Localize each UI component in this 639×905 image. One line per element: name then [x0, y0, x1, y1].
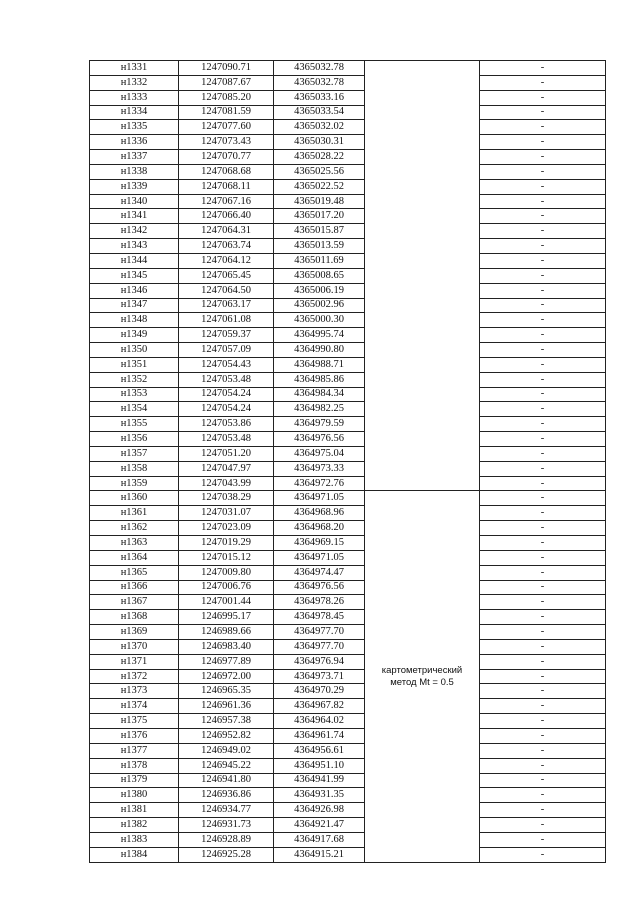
table-row: [90, 803, 606, 818]
table-row: [90, 402, 606, 417]
table-row: [90, 521, 606, 536]
y-coordinate-cell: 4364917.68: [274, 832, 365, 847]
table-row: [90, 699, 606, 714]
table-row: [90, 313, 606, 328]
accuracy-cell: -: [480, 120, 606, 135]
point-id-cell: н1365: [90, 565, 179, 580]
accuracy-cell: -: [480, 818, 606, 833]
method-label-line2: метод Mt = 0.5: [390, 676, 454, 688]
point-id-cell: н1332: [90, 75, 179, 90]
x-coordinate-cell: 1247031.07: [179, 506, 274, 521]
point-id-cell: н1368: [90, 610, 179, 625]
accuracy-cell: -: [480, 832, 606, 847]
coordinates-table-body: [90, 61, 606, 863]
point-id-cell: н1374: [90, 699, 179, 714]
point-id-cell: н1384: [90, 847, 179, 862]
point-id-cell: н1356: [90, 432, 179, 447]
x-coordinate-cell: 1247063.17: [179, 298, 274, 313]
y-coordinate-cell: 4364921.47: [274, 818, 365, 833]
accuracy-cell: -: [480, 699, 606, 714]
y-coordinate-cell: 4365002.96: [274, 298, 365, 313]
table-row: [90, 239, 606, 254]
table-row: [90, 75, 606, 90]
y-coordinate-cell: 4364961.74: [274, 728, 365, 743]
x-coordinate-cell: 1247085.20: [179, 90, 274, 105]
x-coordinate-cell: 1247064.50: [179, 283, 274, 298]
y-coordinate-cell: 4364926.98: [274, 803, 365, 818]
accuracy-cell: -: [480, 90, 606, 105]
method-cell-upper: [365, 61, 480, 491]
point-id-cell: н1342: [90, 224, 179, 239]
table-row: [90, 357, 606, 372]
table-row: [90, 491, 606, 506]
table-row: [90, 788, 606, 803]
table-row: [90, 224, 606, 239]
accuracy-cell: -: [480, 61, 606, 76]
accuracy-cell: -: [480, 268, 606, 283]
x-coordinate-cell: 1246931.73: [179, 818, 274, 833]
x-coordinate-cell: 1246995.17: [179, 610, 274, 625]
accuracy-cell: -: [480, 75, 606, 90]
table-row: [90, 565, 606, 580]
x-coordinate-cell: 1247006.76: [179, 580, 274, 595]
y-coordinate-cell: 4364969.15: [274, 536, 365, 551]
point-id-cell: н1349: [90, 328, 179, 343]
x-coordinate-cell: 1247066.40: [179, 209, 274, 224]
point-id-cell: н1355: [90, 417, 179, 432]
accuracy-cell: -: [480, 847, 606, 862]
x-coordinate-cell: 1246928.89: [179, 832, 274, 847]
accuracy-cell: -: [480, 417, 606, 432]
x-coordinate-cell: 1246934.77: [179, 803, 274, 818]
x-coordinate-cell: 1246952.82: [179, 728, 274, 743]
point-id-cell: н1366: [90, 580, 179, 595]
accuracy-cell: -: [480, 491, 606, 506]
table-row: [90, 743, 606, 758]
point-id-cell: н1378: [90, 758, 179, 773]
y-coordinate-cell: 4365032.78: [274, 61, 365, 76]
y-coordinate-cell: 4364990.80: [274, 343, 365, 358]
table-row: [90, 328, 606, 343]
table-row: [90, 120, 606, 135]
table-row: [90, 446, 606, 461]
point-id-cell: н1380: [90, 788, 179, 803]
table-row: [90, 832, 606, 847]
table-row: [90, 728, 606, 743]
point-id-cell: н1362: [90, 521, 179, 536]
table-row: [90, 268, 606, 283]
point-id-cell: н1337: [90, 150, 179, 165]
point-id-cell: н1370: [90, 639, 179, 654]
x-coordinate-cell: 1247065.45: [179, 268, 274, 283]
x-coordinate-cell: 1247081.59: [179, 105, 274, 120]
x-coordinate-cell: 1247047.97: [179, 461, 274, 476]
y-coordinate-cell: 4364978.26: [274, 595, 365, 610]
point-id-cell: н1364: [90, 550, 179, 565]
accuracy-cell: -: [480, 536, 606, 551]
point-id-cell: н1375: [90, 714, 179, 729]
point-id-cell: н1383: [90, 832, 179, 847]
y-coordinate-cell: 4364973.33: [274, 461, 365, 476]
coordinates-table: [89, 60, 606, 863]
y-coordinate-cell: 4365028.22: [274, 150, 365, 165]
accuracy-cell: -: [480, 150, 606, 165]
point-id-cell: н1348: [90, 313, 179, 328]
x-coordinate-cell: 1247059.37: [179, 328, 274, 343]
accuracy-cell: -: [480, 610, 606, 625]
point-id-cell: н1352: [90, 372, 179, 387]
accuracy-cell: -: [480, 506, 606, 521]
point-id-cell: н1345: [90, 268, 179, 283]
x-coordinate-cell: 1247053.86: [179, 417, 274, 432]
y-coordinate-cell: 4365006.19: [274, 283, 365, 298]
x-coordinate-cell: 1246977.89: [179, 654, 274, 669]
accuracy-cell: -: [480, 283, 606, 298]
x-coordinate-cell: 1247061.08: [179, 313, 274, 328]
x-coordinate-cell: 1246965.35: [179, 684, 274, 699]
y-coordinate-cell: 4364976.56: [274, 580, 365, 595]
x-coordinate-cell: 1247054.43: [179, 357, 274, 372]
x-coordinate-cell: 1246936.86: [179, 788, 274, 803]
x-coordinate-cell: 1247038.29: [179, 491, 274, 506]
point-id-cell: н1344: [90, 253, 179, 268]
y-coordinate-cell: 4365030.31: [274, 135, 365, 150]
x-coordinate-cell: 1247068.11: [179, 179, 274, 194]
table-row: [90, 536, 606, 551]
table-row: [90, 461, 606, 476]
y-coordinate-cell: 4364978.45: [274, 610, 365, 625]
point-id-cell: н1351: [90, 357, 179, 372]
table-row: [90, 150, 606, 165]
accuracy-cell: -: [480, 313, 606, 328]
point-id-cell: н1336: [90, 135, 179, 150]
x-coordinate-cell: 1247051.20: [179, 446, 274, 461]
point-id-cell: н1354: [90, 402, 179, 417]
x-coordinate-cell: 1247057.09: [179, 343, 274, 358]
accuracy-cell: -: [480, 328, 606, 343]
y-coordinate-cell: 4364985.86: [274, 372, 365, 387]
accuracy-cell: -: [480, 372, 606, 387]
table-row: [90, 506, 606, 521]
y-coordinate-cell: 4364976.56: [274, 432, 365, 447]
table-row: [90, 847, 606, 862]
accuracy-cell: -: [480, 625, 606, 640]
x-coordinate-cell: 1247090.71: [179, 61, 274, 76]
accuracy-cell: -: [480, 253, 606, 268]
x-coordinate-cell: 1247054.24: [179, 387, 274, 402]
accuracy-cell: -: [480, 669, 606, 684]
x-coordinate-cell: 1247068.68: [179, 164, 274, 179]
accuracy-cell: -: [480, 387, 606, 402]
y-coordinate-cell: 4364915.21: [274, 847, 365, 862]
table-row: [90, 654, 606, 669]
accuracy-cell: -: [480, 461, 606, 476]
table-row: [90, 610, 606, 625]
point-id-cell: н1377: [90, 743, 179, 758]
accuracy-cell: -: [480, 402, 606, 417]
table-row: [90, 283, 606, 298]
accuracy-cell: -: [480, 803, 606, 818]
x-coordinate-cell: 1247067.16: [179, 194, 274, 209]
method-label-line1: картометрический: [381, 664, 463, 676]
y-coordinate-cell: 4364931.35: [274, 788, 365, 803]
accuracy-cell: -: [480, 639, 606, 654]
y-coordinate-cell: 4364941.99: [274, 773, 365, 788]
point-id-cell: н1361: [90, 506, 179, 521]
x-coordinate-cell: 1247009.80: [179, 565, 274, 580]
point-id-cell: н1363: [90, 536, 179, 551]
y-coordinate-cell: 4365013.59: [274, 239, 365, 254]
point-id-cell: н1367: [90, 595, 179, 610]
table-row: [90, 135, 606, 150]
table-row: [90, 209, 606, 224]
table-row: [90, 818, 606, 833]
y-coordinate-cell: 4365008.65: [274, 268, 365, 283]
y-coordinate-cell: 4364967.82: [274, 699, 365, 714]
point-id-cell: н1381: [90, 803, 179, 818]
table-row: [90, 639, 606, 654]
y-coordinate-cell: 4364964.02: [274, 714, 365, 729]
table-row: [90, 253, 606, 268]
table-row: [90, 684, 606, 699]
x-coordinate-cell: 1247019.29: [179, 536, 274, 551]
table-row: [90, 61, 606, 76]
x-coordinate-cell: 1247087.67: [179, 75, 274, 90]
x-coordinate-cell: 1246972.00: [179, 669, 274, 684]
point-id-cell: н1372: [90, 669, 179, 684]
accuracy-cell: -: [480, 773, 606, 788]
point-id-cell: н1382: [90, 818, 179, 833]
method-cell: [365, 491, 480, 862]
accuracy-cell: -: [480, 298, 606, 313]
point-id-cell: н1334: [90, 105, 179, 120]
table-row: [90, 417, 606, 432]
x-coordinate-cell: 1247043.99: [179, 476, 274, 491]
y-coordinate-cell: 4365033.54: [274, 105, 365, 120]
accuracy-cell: -: [480, 135, 606, 150]
y-coordinate-cell: 4364951.10: [274, 758, 365, 773]
x-coordinate-cell: 1247023.09: [179, 521, 274, 536]
table-row: [90, 625, 606, 640]
accuracy-cell: -: [480, 179, 606, 194]
x-coordinate-cell: 1246945.22: [179, 758, 274, 773]
point-id-cell: н1369: [90, 625, 179, 640]
y-coordinate-cell: 4365033.16: [274, 90, 365, 105]
table-row: [90, 179, 606, 194]
y-coordinate-cell: 4364970.29: [274, 684, 365, 699]
y-coordinate-cell: 4364977.70: [274, 639, 365, 654]
point-id-cell: н1371: [90, 654, 179, 669]
point-id-cell: н1360: [90, 491, 179, 506]
point-id-cell: н1338: [90, 164, 179, 179]
accuracy-cell: -: [480, 550, 606, 565]
accuracy-cell: -: [480, 209, 606, 224]
table-row: [90, 372, 606, 387]
x-coordinate-cell: 1247063.74: [179, 239, 274, 254]
table-row: [90, 714, 606, 729]
x-coordinate-cell: 1247054.24: [179, 402, 274, 417]
accuracy-cell: -: [480, 164, 606, 179]
accuracy-cell: -: [480, 580, 606, 595]
y-coordinate-cell: 4364977.70: [274, 625, 365, 640]
x-coordinate-cell: 1246983.40: [179, 639, 274, 654]
y-coordinate-cell: 4364972.76: [274, 476, 365, 491]
y-coordinate-cell: 4365022.52: [274, 179, 365, 194]
accuracy-cell: -: [480, 239, 606, 254]
point-id-cell: н1341: [90, 209, 179, 224]
y-coordinate-cell: 4364974.47: [274, 565, 365, 580]
x-coordinate-cell: 1247053.48: [179, 372, 274, 387]
accuracy-cell: -: [480, 714, 606, 729]
table-row: [90, 298, 606, 313]
y-coordinate-cell: 4365015.87: [274, 224, 365, 239]
table-row: [90, 90, 606, 105]
point-id-cell: н1350: [90, 343, 179, 358]
point-id-cell: н1359: [90, 476, 179, 491]
point-id-cell: н1357: [90, 446, 179, 461]
table-row: [90, 194, 606, 209]
accuracy-cell: -: [480, 728, 606, 743]
x-coordinate-cell: 1247015.12: [179, 550, 274, 565]
accuracy-cell: -: [480, 788, 606, 803]
point-id-cell: н1335: [90, 120, 179, 135]
accuracy-cell: -: [480, 105, 606, 120]
table-row: [90, 432, 606, 447]
table-row: [90, 773, 606, 788]
point-id-cell: н1333: [90, 90, 179, 105]
y-coordinate-cell: 4365032.02: [274, 120, 365, 135]
x-coordinate-cell: 1246961.36: [179, 699, 274, 714]
y-coordinate-cell: 4364976.94: [274, 654, 365, 669]
x-coordinate-cell: 1246957.38: [179, 714, 274, 729]
y-coordinate-cell: 4364988.71: [274, 357, 365, 372]
y-coordinate-cell: 4364975.04: [274, 446, 365, 461]
table-row: [90, 476, 606, 491]
accuracy-cell: -: [480, 224, 606, 239]
y-coordinate-cell: 4365019.48: [274, 194, 365, 209]
point-id-cell: н1347: [90, 298, 179, 313]
accuracy-cell: -: [480, 446, 606, 461]
x-coordinate-cell: 1247001.44: [179, 595, 274, 610]
accuracy-cell: -: [480, 654, 606, 669]
accuracy-cell: -: [480, 357, 606, 372]
point-id-cell: н1339: [90, 179, 179, 194]
table-row: [90, 595, 606, 610]
accuracy-cell: -: [480, 476, 606, 491]
x-coordinate-cell: 1246989.66: [179, 625, 274, 640]
x-coordinate-cell: 1246949.02: [179, 743, 274, 758]
y-coordinate-cell: 4364979.59: [274, 417, 365, 432]
table-row: [90, 758, 606, 773]
y-coordinate-cell: 4364984.34: [274, 387, 365, 402]
x-coordinate-cell: 1246925.28: [179, 847, 274, 862]
accuracy-cell: -: [480, 194, 606, 209]
table-row: [90, 580, 606, 595]
point-id-cell: н1343: [90, 239, 179, 254]
accuracy-cell: -: [480, 595, 606, 610]
y-coordinate-cell: 4364982.25: [274, 402, 365, 417]
accuracy-cell: -: [480, 521, 606, 536]
y-coordinate-cell: 4364956.61: [274, 743, 365, 758]
y-coordinate-cell: 4365011.69: [274, 253, 365, 268]
y-coordinate-cell: 4364995.74: [274, 328, 365, 343]
y-coordinate-cell: 4364973.71: [274, 669, 365, 684]
accuracy-cell: -: [480, 743, 606, 758]
x-coordinate-cell: 1247053.48: [179, 432, 274, 447]
table-row: [90, 387, 606, 402]
y-coordinate-cell: 4364968.20: [274, 521, 365, 536]
point-id-cell: н1358: [90, 461, 179, 476]
point-id-cell: н1346: [90, 283, 179, 298]
point-id-cell: н1373: [90, 684, 179, 699]
accuracy-cell: -: [480, 343, 606, 358]
y-coordinate-cell: 4365025.56: [274, 164, 365, 179]
point-id-cell: н1379: [90, 773, 179, 788]
y-coordinate-cell: 4364971.05: [274, 491, 365, 506]
table-row: [90, 105, 606, 120]
table-row: [90, 343, 606, 358]
point-id-cell: н1376: [90, 728, 179, 743]
y-coordinate-cell: 4365000.30: [274, 313, 365, 328]
x-coordinate-cell: 1247077.60: [179, 120, 274, 135]
point-id-cell: н1340: [90, 194, 179, 209]
y-coordinate-cell: 4365032.78: [274, 75, 365, 90]
y-coordinate-cell: 4364971.05: [274, 550, 365, 565]
table-row: [90, 550, 606, 565]
point-id-cell: н1353: [90, 387, 179, 402]
y-coordinate-cell: 4364968.96: [274, 506, 365, 521]
x-coordinate-cell: 1246941.80: [179, 773, 274, 788]
x-coordinate-cell: 1247064.31: [179, 224, 274, 239]
x-coordinate-cell: 1247073.43: [179, 135, 274, 150]
accuracy-cell: -: [480, 565, 606, 580]
table-row: [90, 669, 606, 684]
table-row: [90, 164, 606, 179]
y-coordinate-cell: 4365017.20: [274, 209, 365, 224]
accuracy-cell: -: [480, 684, 606, 699]
x-coordinate-cell: 1247070.77: [179, 150, 274, 165]
x-coordinate-cell: 1247064.12: [179, 253, 274, 268]
accuracy-cell: -: [480, 758, 606, 773]
accuracy-cell: -: [480, 432, 606, 447]
point-id-cell: н1331: [90, 61, 179, 76]
